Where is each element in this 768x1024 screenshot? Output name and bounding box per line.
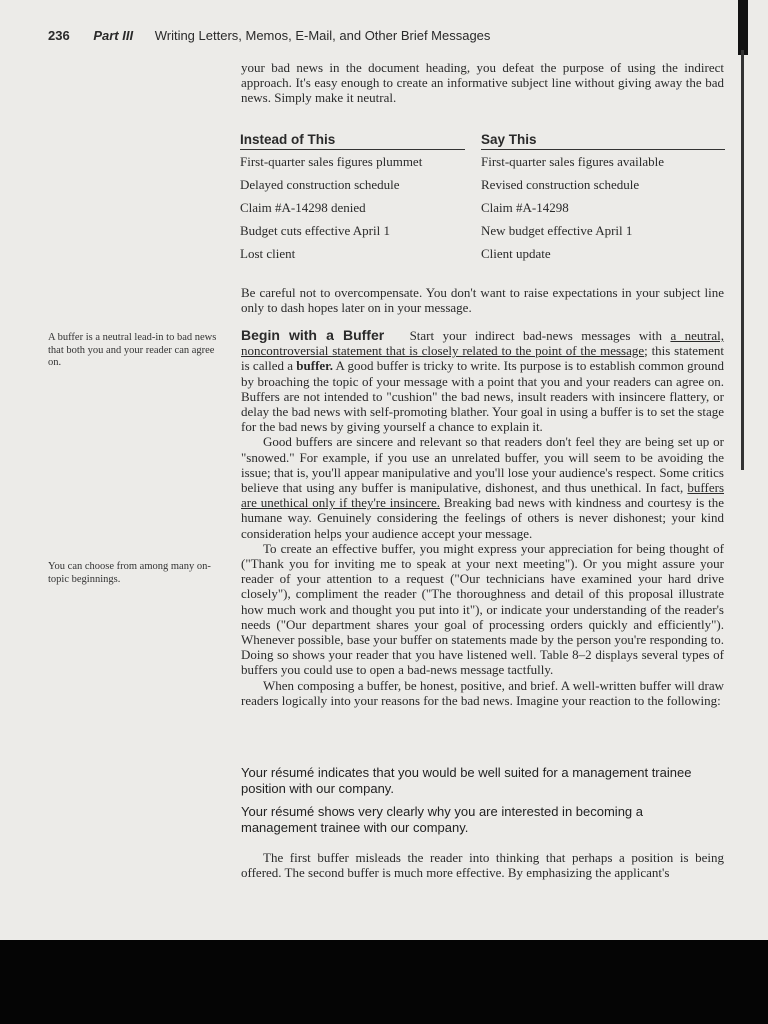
table-header (240, 132, 725, 150)
table-row (240, 196, 725, 219)
table-cell: Revised construction schedule (481, 177, 640, 192)
table-cell: Claim #A-14298 (481, 200, 569, 215)
key-term: buffer. (296, 358, 333, 374)
table-cell: Client update (481, 246, 551, 261)
subject-line-table (240, 132, 725, 265)
table-header-instead: Instead of This (240, 132, 336, 147)
closing-paragraph: The first buffer misleads the reader into thinking that perhaps a position is being offered. The second buffer is much more effective. By emphasizing the applicant's (241, 850, 724, 881)
table-cell: Claim #A-14298 denied (240, 200, 366, 215)
page-edge-line (741, 50, 744, 470)
section-run-in-heading: Begin with a Buffer (241, 327, 385, 343)
page-number: 236 (48, 28, 70, 43)
table-cell: New budget effective April 1 (481, 223, 633, 238)
table-row (240, 150, 725, 173)
table-cell: Budget cuts effective April 1 (240, 223, 390, 238)
buffer-paragraph-2: Good buffers are sincere and relevant so that readers don't feel they are being set up or "snowed." For example, if you use an unrelated buffer, you will seem to be avoiding the issue; that is, you'll appear manipulative and you'll lose your audience's respect. Some critics believe that using any buffer is manipulative, dishonest, and thus unethical. In fact, buffers are unethical only if they're insincere. Breaking bad news with kindness and courtesy is the humane way. Genuinely considering the feelings of others is never dishonest; your kind consideration helps your audience accept your message. (241, 434, 725, 541)
table-row (240, 173, 725, 196)
table-cell: Lost client (240, 246, 296, 261)
caution-paragraph: Be careful not to overcompensate. You don't want to raise expectations in your subject line only to dash hopes later on in your message. (241, 285, 724, 316)
scan-bottom-band (0, 940, 768, 1024)
margin-note: You can choose from among many on-topic beginnings. (48, 561, 211, 585)
underlined-phrase: a neutral, noncontroversial statement that is closely related to the point of the message (241, 328, 725, 359)
table-row (240, 219, 725, 242)
buffer-paragraph-1: Begin with a Buffer Start your indirect bad-news messages with a neutral, noncontroversial statement that is closely related to the point of the message; this statement is called a buffer. A good buffer is tricky to write. Its purpose is to establish common ground by broaching the topic of your message with a point that you and your readers can agree on. Buffers are not intended to "cushion" the bad news, insult readers with insincere flattery, or delay the bad news with self-promoting blather. Your goal in using a buffer is to set the stage for the bad news by giving yourself a chance to explain it. (241, 327, 725, 435)
table-cell: First-quarter sales figures plummet (240, 154, 423, 169)
running-head (48, 28, 490, 43)
table-cell: First-quarter sales figures available (481, 154, 665, 169)
underlined-phrase: buffers are unethical only if they're insincere. (241, 480, 725, 511)
margin-note: A buffer is a neutral lead-in to bad news that both you and your reader can agree on. (48, 332, 217, 368)
example-buffer: Your résumé indicates that you would be well suited for a management trainee position with our company. (241, 765, 692, 796)
part-label: Part III (93, 28, 134, 43)
chapter-title: Writing Letters, Memos, E-Mail, and Other Brief Messages (154, 28, 491, 43)
buffer-section (241, 328, 724, 708)
example-buffer: Your résumé shows very clearly why you are interested in becoming a management trainee with our company. (241, 804, 643, 835)
table-cell: Delayed construction schedule (240, 177, 400, 192)
table-header-say: Say This (481, 132, 537, 147)
buffer-paragraph-4: When composing a buffer, be honest, positive, and brief. A well-written buffer will draw readers logically into your reasons for the bad news. Imagine your reaction to the following: (241, 677, 724, 708)
intro-paragraph: your bad news in the document heading, you defeat the purpose of using the indirect approach. It's easy enough to create an informative subject line without giving away the bad news. Simply make it neutral. (241, 60, 724, 106)
table-row (240, 242, 725, 265)
page-edge-shadow (738, 0, 748, 55)
buffer-paragraph-3: To create an effective buffer, you might express your appreciation for being thought of ("Thank you for inviting me to speak at your next meeting"). Or you might assure your reader of your attention to a request ("Our technicians have examined your hard drive closely"), compliment the reader ("The thoroughness and detail of this proposal illustrate how much work and thought you put into it"), or indicate your understanding of the reader's needs ("Our department shares your goal of processing orders quickly and efficiently"). Whenever possible, base your buffer on statements made by the person you're responding to. Doing so shows your reader that you have listened well. Table 8–2 displays several types of buffers you could use to open a bad-news message tactfully. (241, 540, 724, 678)
